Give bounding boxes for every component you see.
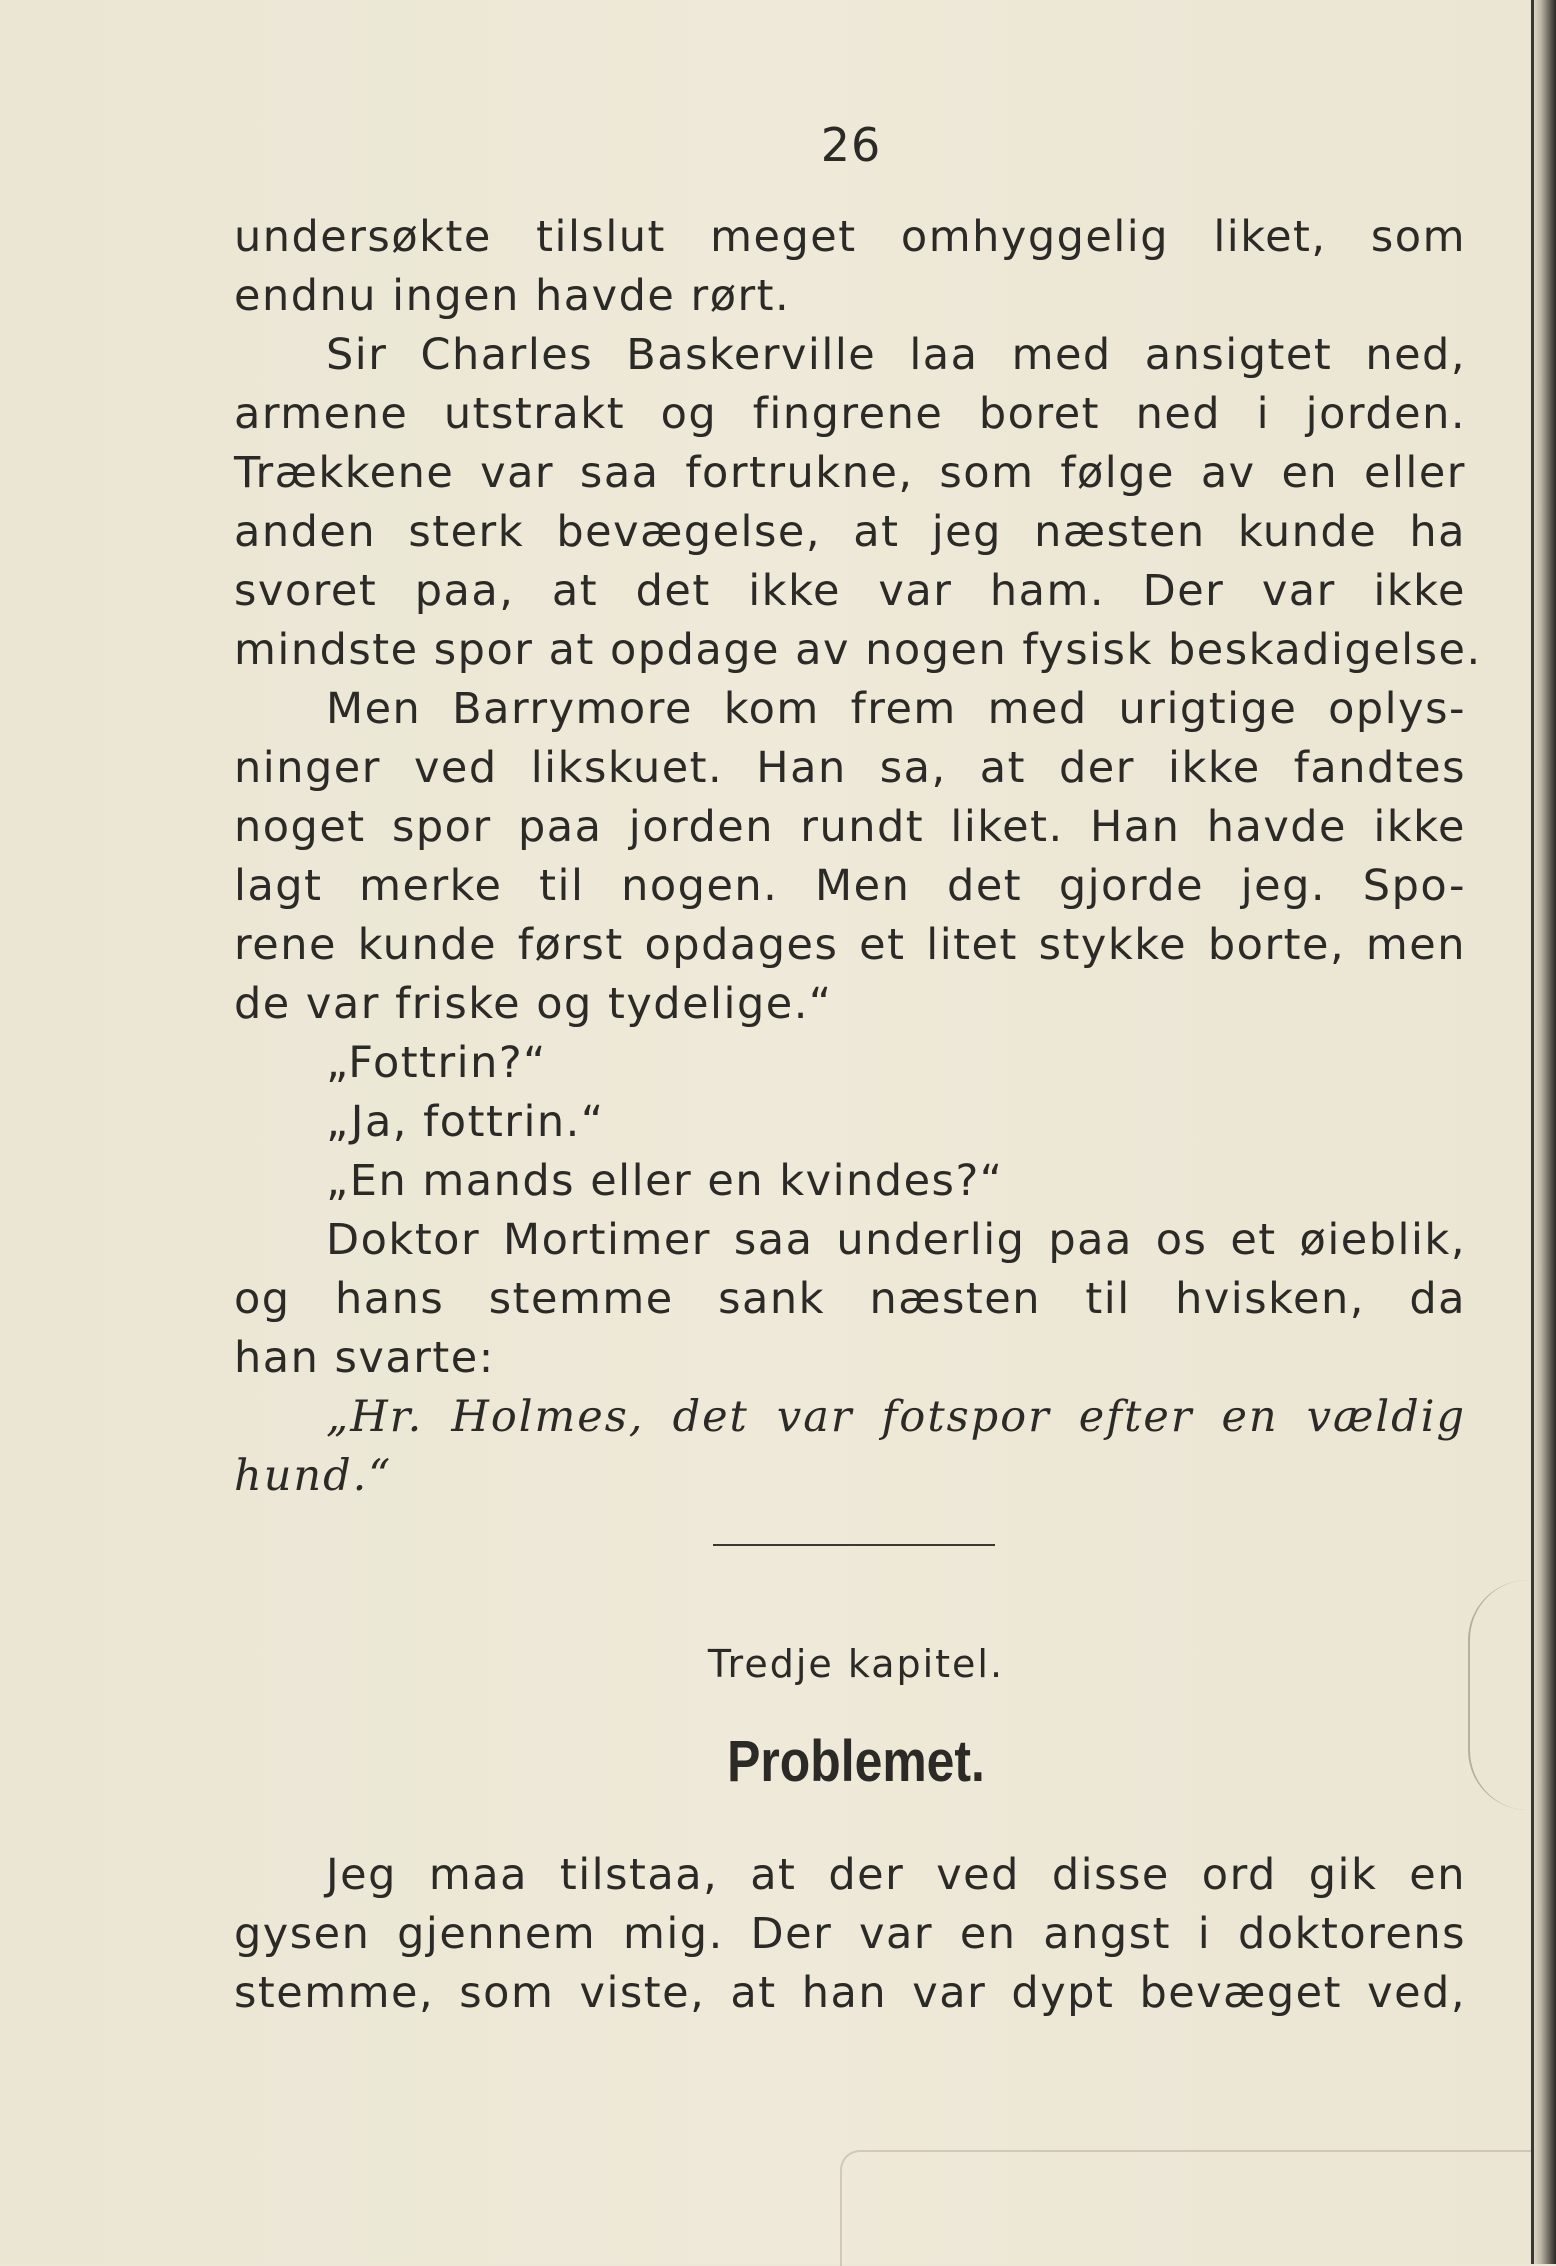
main-text <box>234 208 1482 1506</box>
text-line: Men Barrymore kom frem med urigtige oplys- <box>326 684 1466 734</box>
chapter-title: Problemet. <box>727 1729 985 1794</box>
italic-quote-line: „Hr. Holmes, det var fotspor efter en vældig <box>326 1392 1466 1442</box>
text-line: mindste spor at opdage av nogen fysisk beskadigelse. <box>234 625 1482 675</box>
text-line: ninger ved likskuet. Han sa, at der ikke fandtes <box>234 743 1466 793</box>
chapter-label: Tredje kapitel. <box>707 1642 1005 1686</box>
dialogue-line: „Fottrin?“ <box>326 1038 547 1088</box>
text-line: undersøkte tilslut meget omhyggelig liket, som <box>234 212 1466 262</box>
page-number: 26 <box>820 118 882 172</box>
chapter-text <box>234 1846 1466 2023</box>
text-line: stemme, som viste, at han var dypt bevæget ved, <box>234 1968 1466 2018</box>
text-line: noget spor paa jorden rundt liket. Han havde ikke <box>234 802 1466 852</box>
text-line: lagt merke til nogen. Men det gjorde jeg. Spo- <box>234 861 1466 911</box>
text-line: han svarte: <box>234 1333 495 1383</box>
text-line: Doktor Mortimer saa underlig paa os et øieblik, <box>326 1215 1466 1265</box>
dialogue-line: „En mands eller en kvindes?“ <box>326 1156 1004 1206</box>
text-line: rene kunde først opdages et litet stykke borte, men <box>234 920 1466 970</box>
text-line: endnu ingen havde rørt. <box>234 271 791 321</box>
page-curl-mark <box>1468 1580 1530 1810</box>
text-line: Sir Charles Baskerville laa med ansigtet ned, <box>326 330 1466 380</box>
text-line: Trækkene var saa fortrukne, som følge av en eller <box>234 448 1466 498</box>
page-edge-line <box>1531 0 1534 2264</box>
text-line: gysen gjennem mig. Der var en angst i doktorens <box>234 1909 1466 1959</box>
text-line: Jeg maa tilstaa, at der ved disse ord gik en <box>326 1850 1466 1900</box>
text-line: og hans stemme sank næsten til hvisken, da <box>234 1274 1466 1324</box>
text-line: armene utstrakt og fingrene boret ned i jorden. <box>234 389 1466 439</box>
text-line: anden sterk bevægelse, at jeg næsten kunde ha <box>234 507 1466 557</box>
text-line: de var friske og tydelige.“ <box>234 979 833 1029</box>
text-line: svoret paa, at det ikke var ham. Der var ikke <box>234 566 1466 616</box>
italic-quote-line: hund.“ <box>234 1451 393 1501</box>
section-divider <box>713 1544 995 1546</box>
dialogue-line: „Ja, fottrin.“ <box>326 1097 605 1147</box>
page-fold-mark <box>840 2150 1532 2266</box>
